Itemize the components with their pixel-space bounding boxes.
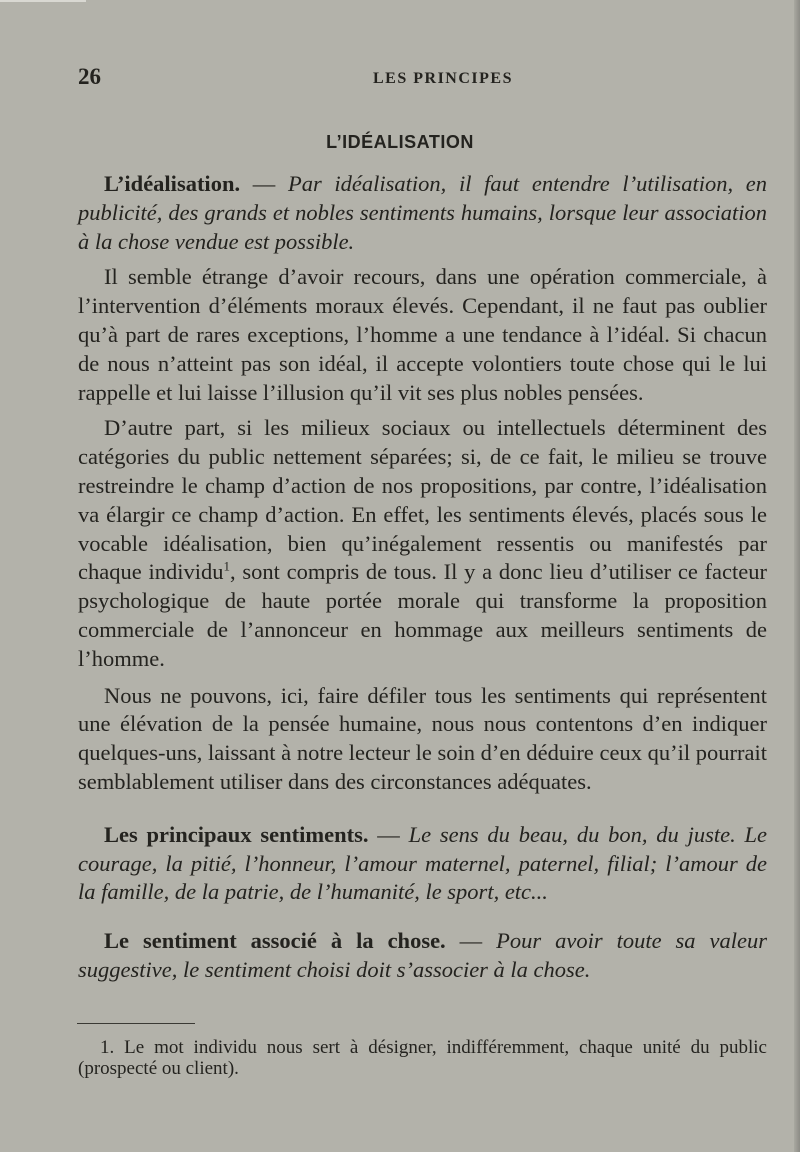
em-dash: —	[368, 821, 409, 847]
scan-edge-mark	[0, 0, 86, 2]
footnote-body: Le mot individu nous sert à désigner, indifféremment, chaque unité du public (prospecté ou client).	[78, 1037, 767, 1079]
em-dash: —	[240, 171, 288, 196]
page-header	[78, 64, 768, 94]
footnote-text	[78, 1037, 767, 1079]
body-text	[78, 170, 767, 985]
page-edge-shadow	[794, 0, 800, 1152]
paragraph-4: Nous ne pouvons, ici, faire défiler tous les sentiments qui représentent une élévation de la pensée humaine, nous nous contentons d’en indiquer quelques-uns, laissant à notre lecteur le soin d’en déduire ceux qu’il pourrait semblablement utiliser dans des circonstances adéquates.	[78, 682, 767, 794]
footnote	[78, 1037, 767, 1079]
paragraph-3-text-b: , sont compris de tous. Il y a donc lieu d’utiliser ce facteur psychologique de haute portée morale qui transforme la proposition commerciale de l’annonceur en hommage aux meilleurs sentiments de l’homme.	[78, 559, 767, 671]
page-number: 26	[78, 64, 101, 89]
paragraph-3-text-a: D’autre part, si les milieux sociaux ou intellectuels déterminent des catégories du public nettement séparées; si, de ce fait, le milieu se trouve restreindre le champ d’action de nos propositions, par contre, l’idéalisation va élargir ce champ d’action. En effet, les sentiments élevés, placés sous le vocable idéalisation, bien qu’inégalement ressentis ou manifestés par chaque individu	[78, 415, 767, 585]
paragraph-idealisation	[78, 170, 767, 256]
em-dash: —	[445, 928, 497, 954]
paragraph-definition: Par idéalisation, il faut entendre l’utilisation, en publicité, des grands et nobles sentiments humains, lorsque leur association à la chose vendue est possible.	[78, 171, 767, 254]
section-title: L’IDÉALISATION	[326, 132, 474, 152]
footnote-rule	[77, 1023, 195, 1024]
paragraph-lead: Les principaux sentiments.	[104, 821, 369, 847]
running-head: LES PRINCIPES	[373, 70, 513, 87]
paragraph-sentiment-associe	[78, 927, 767, 985]
paragraph-principaux-sentiments	[78, 821, 767, 907]
paragraph-3	[78, 414, 767, 673]
paragraph-2: Il semble étrange d’avoir recours, dans une opération commerciale, à l’intervention d’éléments moraux élevés. Cependant, il ne faut pas oublier qu’à part de rares exceptions, l’homme a une tendance à l’idéal. Si chacun de nous n’atteint pas son idéal, il accepte volontiers toute chose qui le lui rappelle et lui laisse l’illusion qu’il vit ses plus nobles pensées.	[78, 264, 767, 405]
paragraph-lead: L’idéalisation.	[104, 171, 241, 196]
footnote-reference: 1	[223, 558, 230, 574]
sentiments-list: Le sens du beau, du bon, du juste. Le courage, la pitié, l’honneur, l’amour maternel, paternel, filial; l’amour de la famille, de la patrie, de l’humanité, le sport, etc...	[78, 821, 768, 905]
paragraph-6-text: Pour avoir toute sa valeur suggestive, le sentiment choisi doit s’associer à la chose.	[78, 928, 767, 982]
paragraph-lead: Le sentiment associé à la chose.	[104, 928, 446, 954]
footnote-number: 1.	[100, 1037, 115, 1058]
